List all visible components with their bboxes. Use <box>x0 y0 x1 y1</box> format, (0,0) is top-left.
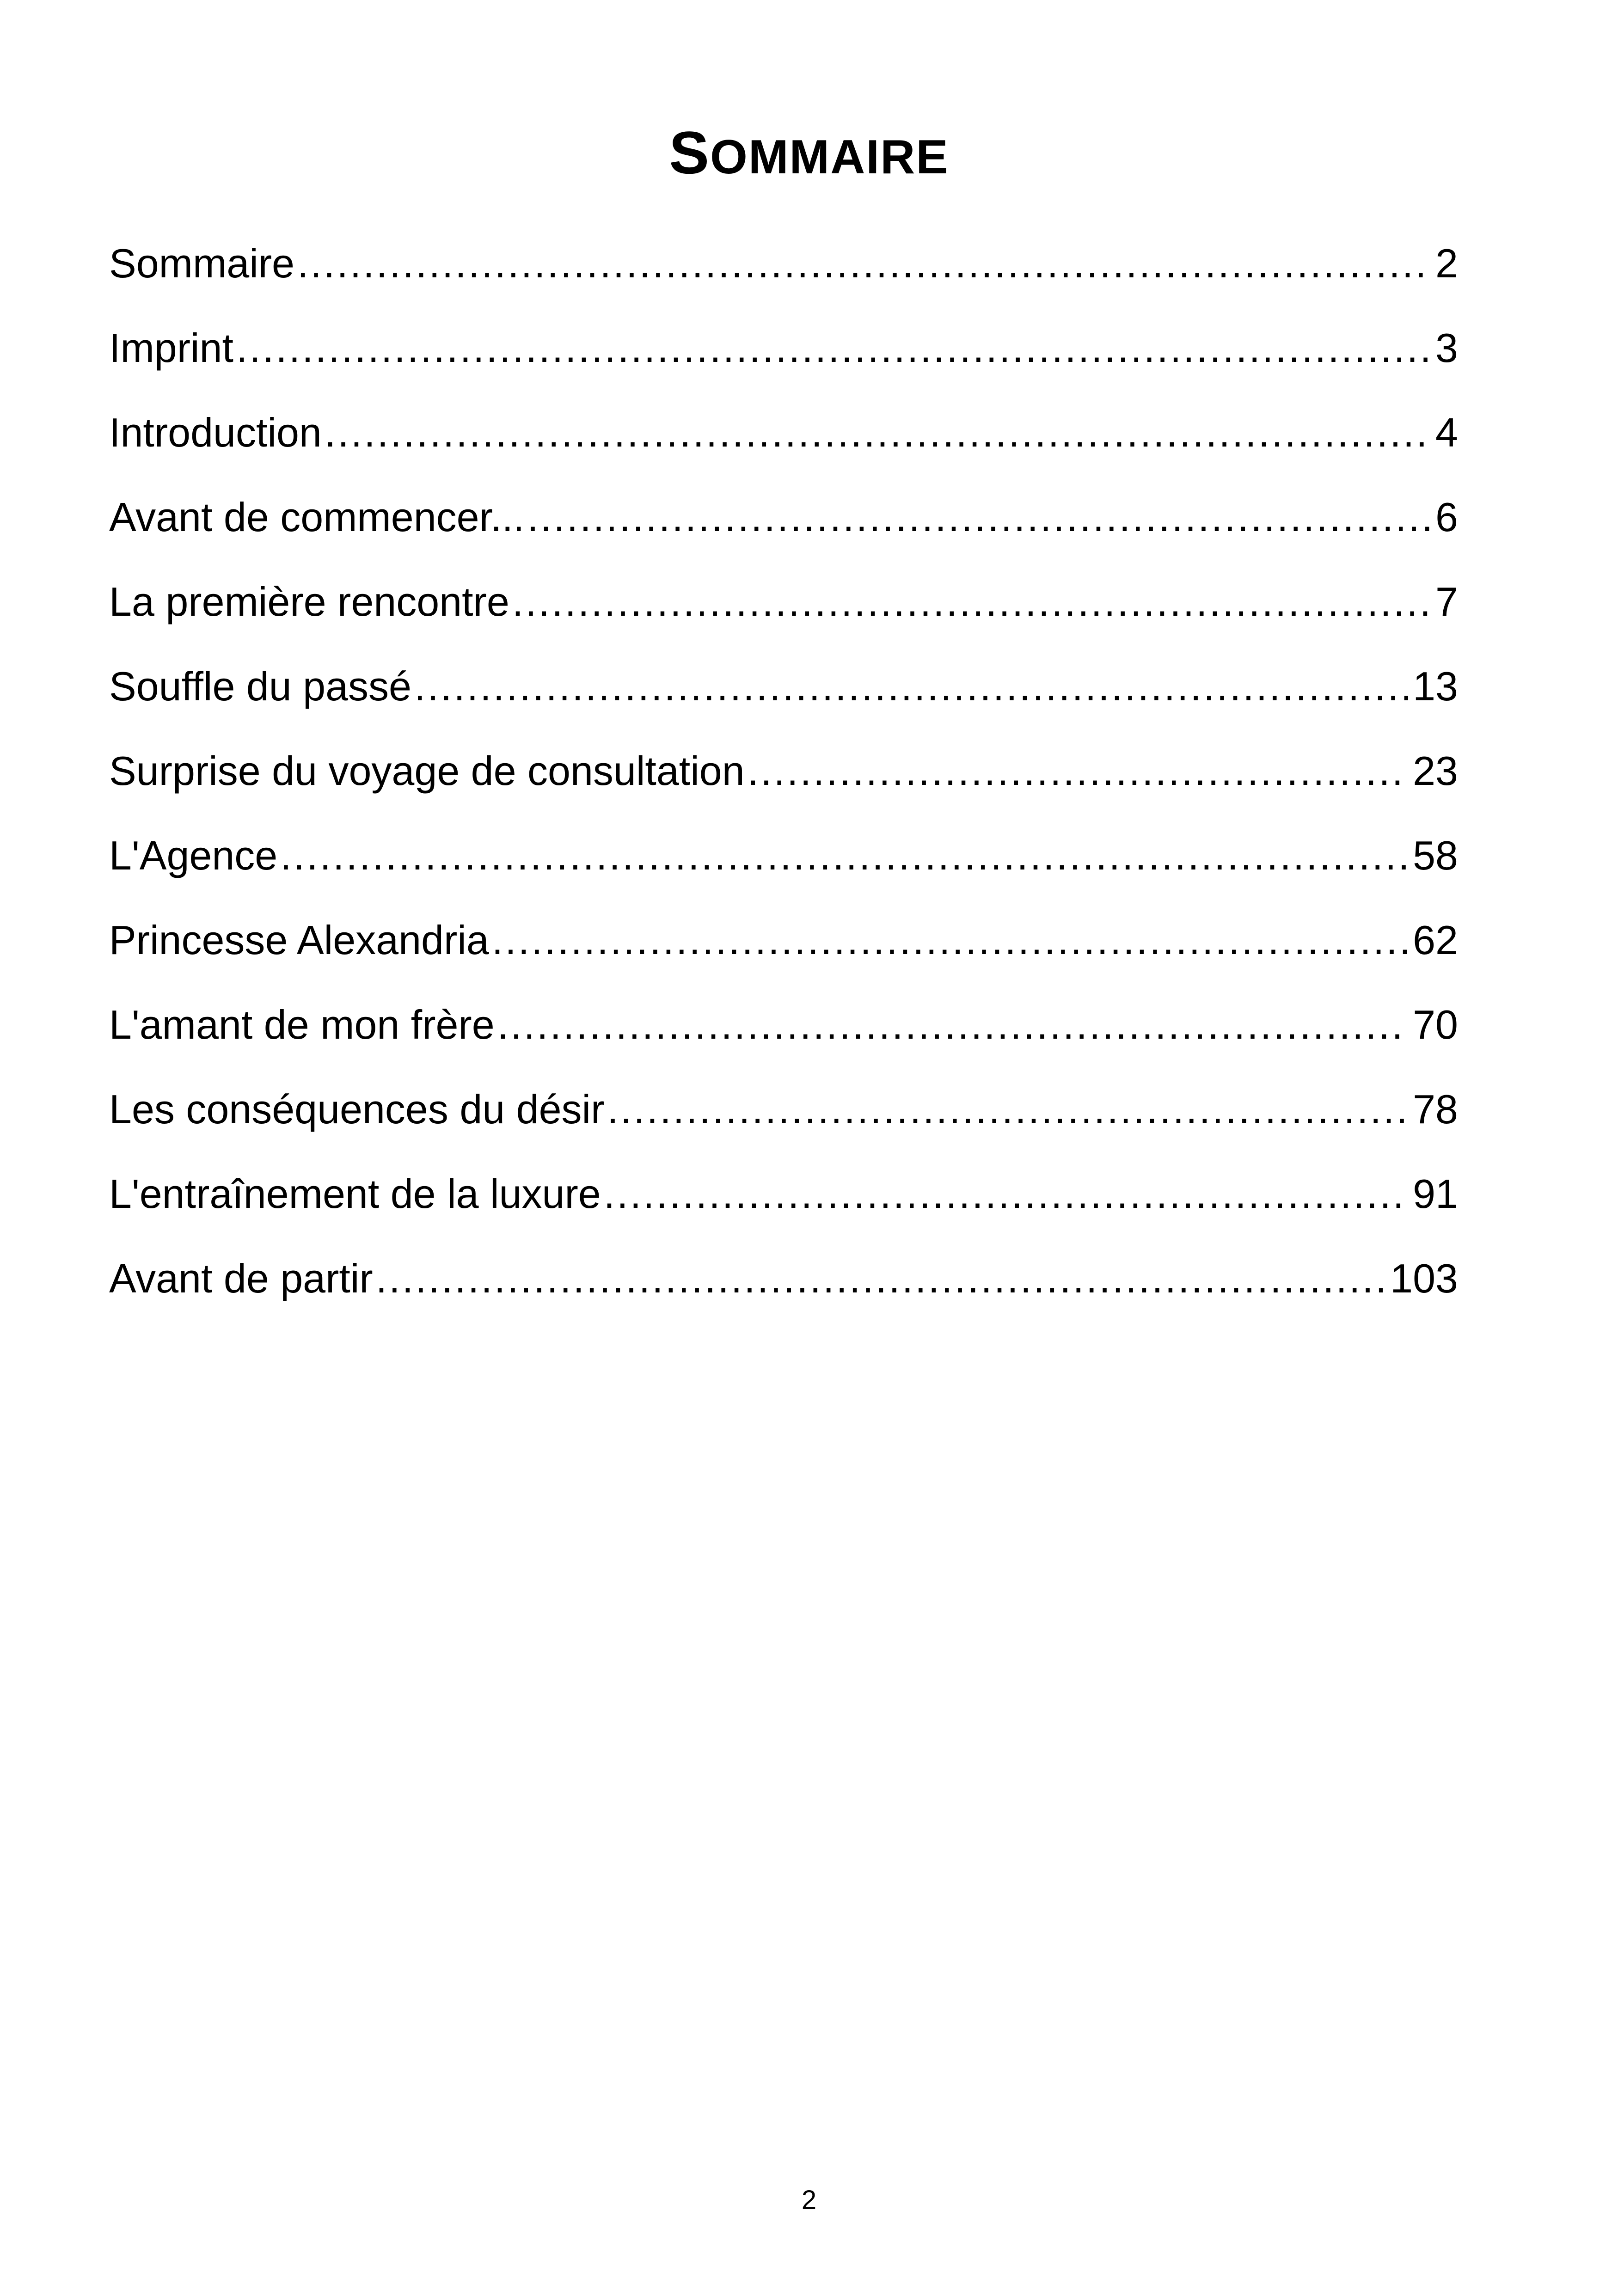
page-title-rest: OMMAIRE <box>710 130 949 184</box>
toc-entry[interactable] <box>109 236 1458 320</box>
toc-entry-page: 58 <box>1413 833 1458 878</box>
toc-entry-title: La première rencontre <box>109 579 509 625</box>
toc-entry[interactable] <box>109 320 1458 405</box>
toc-entry-leader <box>325 405 1431 460</box>
toc-entry-leader <box>297 236 1431 291</box>
toc-entry-leader <box>497 997 1408 1053</box>
toc-entry-title: L'Agence <box>109 833 278 878</box>
toc-entry-page: 78 <box>1413 1086 1458 1132</box>
toc-entry-title: Princesse Alexandria <box>109 917 489 963</box>
toc-entry-page: 70 <box>1413 1002 1458 1047</box>
toc-entry-page: 23 <box>1413 748 1458 794</box>
toc-entry-title: Avant de commencer... <box>109 494 525 540</box>
toc-entry[interactable] <box>109 490 1458 574</box>
page-number: 2 <box>801 2185 817 2215</box>
toc-entry-page: 4 <box>1435 410 1458 455</box>
toc-entry-title: Surprise du voyage de consultation <box>109 748 745 794</box>
page-title-initial: S <box>669 119 711 186</box>
toc-entry-title: L'entraînement de la luxure <box>109 1171 601 1217</box>
toc-entry-leader <box>236 320 1431 376</box>
toc-entry-leader <box>376 1251 1385 1306</box>
toc-entry[interactable] <box>109 997 1458 1082</box>
toc-entry-title: Avant de partir <box>109 1255 373 1301</box>
toc-entry-title: Imprint <box>109 325 233 371</box>
toc-entry-title: Introduction <box>109 410 322 455</box>
toc-entry[interactable] <box>109 912 1458 997</box>
toc-entry-leader <box>512 574 1431 630</box>
table-of-contents <box>109 236 1458 1335</box>
toc-entry-page: 6 <box>1435 494 1458 540</box>
toc-entry-page: 13 <box>1413 663 1458 709</box>
toc-entry-page: 3 <box>1435 325 1458 371</box>
toc-entry-leader <box>492 912 1408 968</box>
toc-entry-page: 62 <box>1413 917 1458 963</box>
toc-entry-title: Sommaire <box>109 240 294 286</box>
toc-entry-leader <box>527 490 1431 545</box>
toc-entry-leader <box>748 743 1408 799</box>
toc-entry[interactable] <box>109 1082 1458 1166</box>
toc-entry[interactable] <box>109 574 1458 659</box>
page-title <box>0 116 1618 194</box>
toc-entry-title: Souffle du passé <box>109 663 411 709</box>
toc-entry-page: 103 <box>1390 1255 1458 1301</box>
toc-entry-page: 2 <box>1435 240 1458 286</box>
toc-entry[interactable] <box>109 659 1458 743</box>
toc-entry-page: 91 <box>1413 1171 1458 1217</box>
toc-entry-page: 7 <box>1435 579 1458 625</box>
toc-entry[interactable] <box>109 743 1458 828</box>
toc-entry[interactable] <box>109 1251 1458 1335</box>
toc-entry-title: Les conséquences du désir <box>109 1086 605 1132</box>
toc-entry-leader <box>280 828 1408 883</box>
toc-entry-title: L'amant de mon frère <box>109 1002 495 1047</box>
toc-entry-leader <box>414 659 1408 714</box>
toc-entry-leader <box>604 1166 1408 1222</box>
toc-entry[interactable] <box>109 405 1458 490</box>
toc-entry-leader <box>607 1082 1408 1137</box>
toc-entry[interactable] <box>109 1166 1458 1251</box>
toc-entry[interactable] <box>109 828 1458 912</box>
